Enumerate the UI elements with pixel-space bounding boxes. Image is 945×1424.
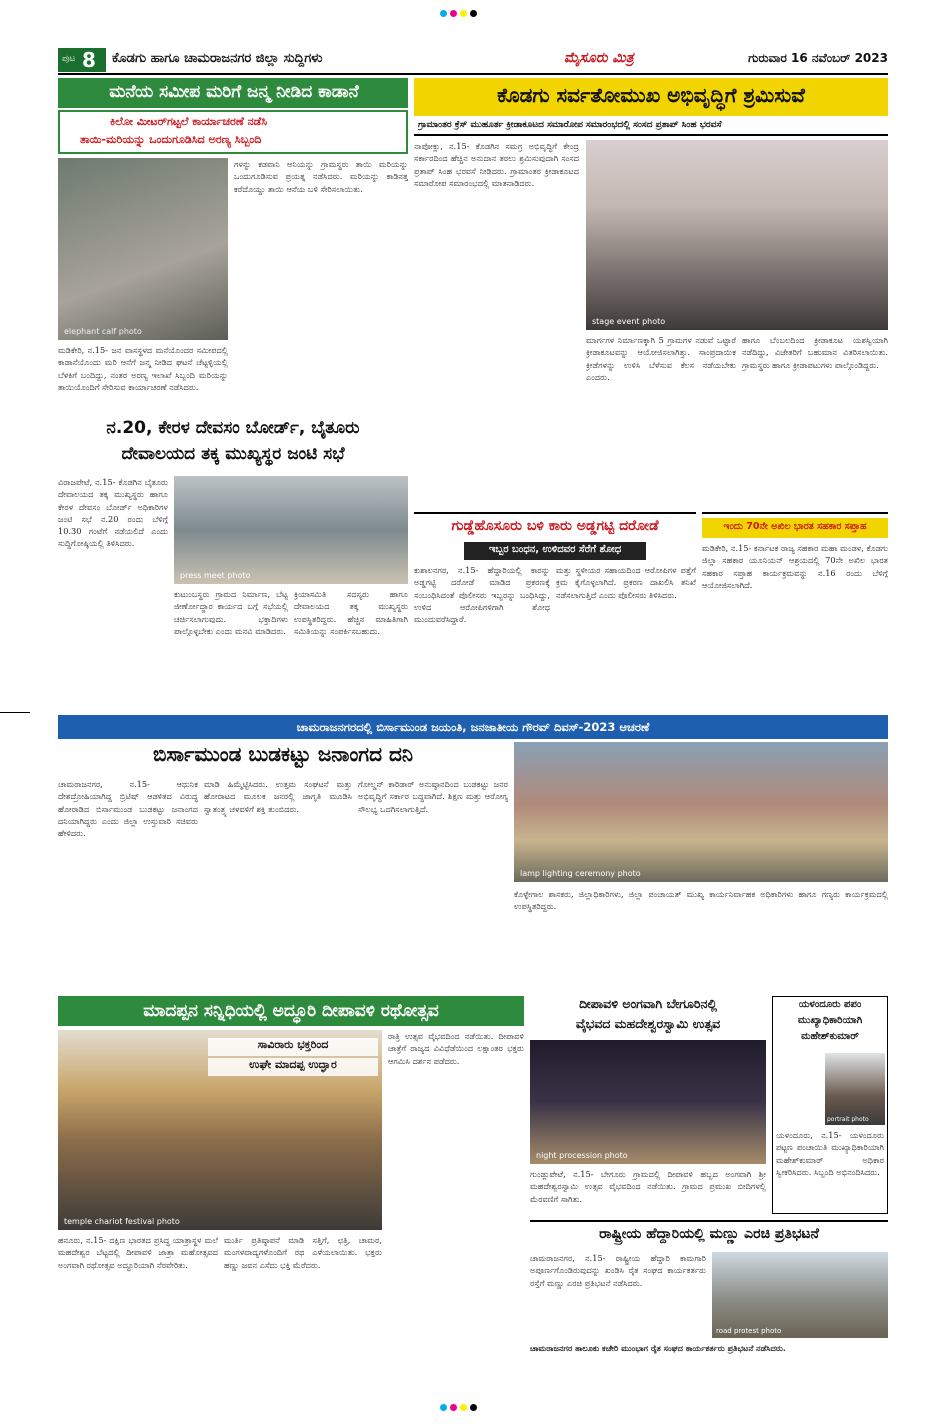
birsa-band-text: ಚಾಮರಾಜನಗರದಲ್ಲಿ ಬಿರ್ಸಾಮುಂಡ ಜಯಂತಿ, ಜನಜಾತೀಯ ಗೌರವ್ ದಿವಸ್-2023 ಆಚರಣೆ bbox=[296, 720, 650, 734]
madappa-photo bbox=[58, 1030, 382, 1230]
madappa-headline-bar bbox=[58, 996, 524, 1026]
elephant-sub1: ಕಿಲೋ ಮೀಟರ್‌ಗಟ್ಟಲೆ ಕಾರ್ಯಾಚರಣೆ ನಡೆಸಿ bbox=[110, 115, 268, 128]
mahadeshwara-photo bbox=[530, 1040, 766, 1164]
kerala-body-1: ವಿರಾಜಪೇಟೆ, ನ.15- ಕೊಡಗಿನ ಬೈತೂರು ದೇವಾಲಯದ ತಕ್ಕ ಮುಖ್ಯಸ್ಥರು ಹಾಗೂ ಕೇರಳ ದೇವಸಂ ಬೋರ್ಡ್ ಅಧಿಕಾರಿಗಳ ಜಂಟಿ ಸಭೆ ನ.20 ರಂದು ಬೆಳಿಗ್ಗೆ 10.30 ಗಂಟೆಗೆ ನಡೆಯಲಿದೆ ಎಂದು ಸುದ್ದಿಗೋಷ್ಠಿಯಲ್ಲಿ ತಿಳಿಸಿದರು. bbox=[58, 477, 168, 549]
cooperative-body: ಮಡಿಕೇರಿ, ನ.15- ಕರ್ನಾಟಕ ರಾಜ್ಯ ಸಹಕಾರ ಮಹಾ ಮಂಡಳ, ಕೊಡಗು ಜಿಲ್ಲಾ ಸಹಕಾರ ಯೂನಿಯನ್ ಆಶ್ರಯದಲ್ಲಿ 70ನೇ ಅಖಿಲ ಭಾರತ ಸಹಕಾರ ಸಪ್ತಾಹ ಕಾರ್ಯಕ್ರಮವನ್ನು ನ.16 ರಂದು ಬೆಳಿಗ್ಗೆ ಆಯೋಜಿಸಲಾಗಿದೆ. bbox=[702, 543, 888, 590]
birsa-photo bbox=[514, 742, 888, 882]
elephant-headline-bar bbox=[58, 78, 408, 108]
cyan-mark bbox=[440, 1404, 447, 1411]
kodagu-body-2: ಮಾರ್ಗಗಳ ನಿರ್ಮಾಣಕ್ಕಾಗಿ 5 ಗ್ರಾಮಗಳ ನಡುವೆ ಒಟ್ಟಾರೆ ಕ್ರೀಡಾಕೂಟವನ್ನು ಆಯೋಜಿಸಲಾಗಿತ್ತು. ಸಾಂಪ್ರದಾಯಿಕ ಕ್ರೀಡೆಗಳನ್ನು ಉಳಿಸಿ ಬೆಳೆಸುವ ಕೆಲಸ ನಡೆಯಬೇಕು ಎಂದರು. bbox=[586, 335, 736, 382]
kodagu-subline: ಗ್ರಾಮಾಂತರ ಕ್ರೆಸ್ ಮುಹೂರ್ತ ಕ್ರೀಡಾಕೂಟದ ಸಮಾರೋಪ ಸಮಾರಂಭದಲ್ಲಿ ಸಂಸದ ಪ್ರತಾಪ್ ಸಿಂಹ ಭರವಸೆ bbox=[418, 120, 722, 130]
birsa-band bbox=[58, 715, 888, 739]
yellow-mark bbox=[460, 10, 467, 17]
kodagu-body-1: ನಾಪೋಕ್ಲು, ನ.15- ಕೊಡಗಿನ ಸಮಗ್ರ ಅಭಿವೃದ್ಧಿಗೆ ಕೇಂದ್ರ ಸರ್ಕಾರದಿಂದ ಹೆಚ್ಚಿನ ಅನುದಾನ ತರಲು ಶ್ರಮಿಸುವುದಾಗಿ ಸಂಸದ ಪ್ರತಾಪ್ ಸಿಂಹ ಭರವಸೆ ನೀಡಿದರು. ಗ್ರಾಮಾಂತರ ಕ್ರೀಡಾಕೂಟದ ಸಮಾರೋಪ ಸಮಾರಂಭದಲ್ಲಿ ಮಾತನಾಡಿದರು. bbox=[414, 141, 579, 188]
kerala-photo bbox=[174, 476, 408, 584]
kerala-headline-1: ನ.20, ಕೇರಳ ದೇವಸಂ ಬೋರ್ಡ್, ಬೈತೂರು bbox=[106, 418, 360, 438]
madappa-body-2: ಮುರ್ತಿ ಪ್ರತಿಷ್ಠಾಪನೆ ಮಾಡಿ ಸತ್ತಿಗೆ, ಛತ್ರಿ, ಚಾಮರ, ಮಂಗಳವಾದ್ಯಗಳೊಂದಿಗೆ ರಥ ಎಳೆಯಲಾಯಿತು. ಭಕ್ತರು ಹಣ್ಣು ಜವನ ಎಸೆದು ಭಕ್ತಿ ಮೆರೆದರು. bbox=[224, 1235, 382, 1270]
kodagu-subline-bar bbox=[414, 118, 888, 136]
madappa-caption-1: ಸಾವಿರಾರು ಭಕ್ತರಿಂದ bbox=[208, 1038, 378, 1056]
page-header bbox=[58, 48, 888, 72]
highway-body: ಚಾಮರಾಜನಗರ, ನ.15- ರಾಷ್ಟ್ರೀಯ ಹೆದ್ದಾರಿ ಕಾಮಗಾರಿ ಅಪೂರ್ಣಗೊಂಡಿರುವುದನ್ನು ಖಂಡಿಸಿ ರೈತ ಸಂಘದ ಕಾರ್ಯಕರ್ತರು ರಸ್ತೆಗೆ ಮಣ್ಣು ಎರಚಿ ಪ್ರತಿಭಟನೆ ನಡೆಸಿದರು. bbox=[530, 1253, 706, 1288]
robbery-subline-bar bbox=[464, 542, 646, 560]
elephant-body-2: ಗಳನ್ನು ಕಡವಾನಿ ಆನಿಯನ್ನು ಗ್ರಾಮಸ್ಥರು ತಾಯಿ ಮರಿಯನ್ನು ಒಂದುಗೂಡಿಸುವ ಪ್ರಯತ್ನ ನಡೆಸಿದರು. ಮರಿಯನ್ನು ಕಾಡಿನತ್ತ ಕರೆದೊಯ್ದು ತಾಯಿ ಆನೆಯ ಬಳಿ ಸೇರಿಸಲಾಯಿತು. bbox=[234, 159, 408, 194]
robbery-story bbox=[414, 512, 696, 694]
elephant-photo-label: elephant calf photo bbox=[64, 327, 142, 336]
header-rule bbox=[58, 73, 888, 75]
magenta-mark bbox=[450, 10, 457, 17]
kerala-headline-2: ದೇವಾಲಯದ ತಕ್ಕ ಮುಖ್ಯಸ್ಥರ ಜಂಟಿ ಸಭೆ bbox=[121, 444, 345, 464]
yelandur-story bbox=[772, 996, 888, 1214]
elephant-photo bbox=[58, 158, 228, 340]
yelandur-photo bbox=[825, 1053, 885, 1125]
robbery-headline: ಗುಡ್ಡೆಹೊಸೂರು ಬಳಿ ಕಾರು ಅಡ್ಡಗಟ್ಟಿ ದರೋಡೆ bbox=[451, 518, 659, 534]
page-badge bbox=[58, 48, 106, 72]
birsa-body-1: ಚಾಮರಾಜನಗರ, ನ.15- ಆಧುನಿಕ ದೇಶದ್ರೋಹಿಯಾಗಿದ್ದ ಬ್ರಿಟಿಷ್ ಆಡಳಿತದ ವಿರುದ್ಧ ಹೋರಾಡಿದ ಬಿರ್ಸಾಮುಂಡ ಬುಡಕಟ್ಟು ಜನಾಂಗದ ದನಿಯಾಗಿದ್ದರು ಎಂದು ಜಿಲ್ಲಾ ಉಸ್ತುವಾರಿ ಸಚಿವರು ಹೇಳಿದರು. bbox=[58, 779, 198, 839]
kerala-body-2: ಕುಟುಂಬಸ್ಥರು ಗ್ರಾಮದ ನಿರ್ಮಾಣ, ಬೆಟ್ಟ ಜೀರ್ಣೋದ್ಧಾರ ಕಾರ್ಯದ ಬಗ್ಗೆ ಸಭೆಯಲ್ಲಿ ಚರ್ಚಿಸಲಾಗುವುದು. ಭಕ್ತಾದಿಗಳು ಪಾಲ್ಗೊಳ್ಳಬೇಕು ಎಂದು ಮನವಿ ಮಾಡಿದರು. bbox=[174, 589, 288, 636]
highway-headline: ರಾಷ್ಟ್ರೀಯ ಹೆದ್ದಾರಿಯಲ್ಲಿ ಮಣ್ಣು ಎರಚಿ ಪ್ರತಿಭಟನೆ bbox=[599, 1226, 819, 1242]
kodagu-headline: ಕೊಡಗು ಸರ್ವತೋಮುಖ ಅಭಿವೃದ್ಧಿಗೆ ಶ್ರಮಿಸುವೆ bbox=[497, 83, 805, 107]
kerala-story bbox=[58, 418, 408, 694]
section-title: ಕೊಡಗು ಹಾಗೂ ಚಾಮರಾಜನಗರ ಜಿಲ್ಲಾ ಸುದ್ದಿಗಳು bbox=[112, 51, 323, 66]
page-number: 8 bbox=[82, 48, 96, 72]
robbery-body-1: ಕುಶಾಲನಗರ, ನ.15- ಹೆದ್ದಾರಿಯಲ್ಲಿ ಕಾರನ್ನು ಅಡ್ಡಗಟ್ಟಿ ದರೋಡೆ ಮಾಡಿದ ಪ್ರಕರಣಕ್ಕೆ ಸಂಬಂಧಿಸಿದಂತೆ ಪೊಲೀಸರು ಇಬ್ಬರನ್ನು ಬಂಧಿಸಿದ್ದು, ಉಳಿದ ಆರೋಪಿಗಳಿಗಾಗಿ ಶೋಧ ಮುಂದುವರೆಸಿದ್ದಾರೆ. bbox=[414, 565, 550, 625]
registration-line-left bbox=[0, 712, 30, 713]
highway-photo-label: road protest photo bbox=[716, 1327, 782, 1335]
cyan-mark bbox=[440, 10, 447, 17]
cooperative-headline: ಇಂದು 70ನೇ ಅಖಿಲ ಭಾರತ ಸಹಕಾರ ಸಪ್ತಾಹ bbox=[723, 521, 867, 532]
kerala-photo-label: press meet photo bbox=[180, 571, 251, 580]
yelandur-photo-label: portrait photo bbox=[827, 1116, 869, 1123]
mahadeshwara-photo-label: night procession photo bbox=[536, 1151, 628, 1160]
kodagu-photo bbox=[586, 140, 888, 330]
kodagu-headline-bar bbox=[414, 78, 888, 116]
yelandur-headline-2: ಮುಖ್ಯಾಧಿಕಾರಿಯಾಗಿ bbox=[797, 1015, 863, 1026]
robbery-subline: ಇಬ್ಬರ ಬಂಧನ, ಉಳಿದವರ ಸೆರೆಗೆ ಶೋಧ bbox=[488, 544, 622, 555]
madappa-body-3: ರಾತ್ರಿ ಉತ್ಸವ ವೈಭವದಿಂದ ನಡೆಯಿತು. ದೀಪಾವಳಿ ಜಾತ್ರೆಗೆ ರಾಜ್ಯದ ವಿವಿಧೆಡೆಯಿಂದ ಲಕ್ಷಾಂತರ ಭಕ್ತರು ಆಗಮಿಸಿ ದರ್ಶನ ಪಡೆದರು. bbox=[388, 1031, 524, 1066]
kerala-body-3: ಕ್ರಿಯಾಸಮಿತಿ ಸದಸ್ಯರು ಹಾಗೂ ದೇವಾಲಯದ ತಕ್ಕ ಮುಖ್ಯಸ್ಥರು ಉಪಸ್ಥಿತರಿದ್ದರು. ಹೆಚ್ಚಿನ ಮಾಹಿತಿಗಾಗಿ ಸಮಿತಿಯನ್ನು ಸಂಪರ್ಕಿಸಬಹುದು. bbox=[294, 589, 408, 636]
issue-date: ಗುರುವಾರ 16 ನವೆಂಬರ್ 2023 bbox=[748, 51, 888, 65]
elephant-headline: ಮನೆಯ ಸಮೀಪ ಮರಿಗೆ ಜನ್ಮ ನೀಡಿದ ಕಾಡಾನೆ bbox=[109, 82, 359, 102]
madappa-story bbox=[58, 996, 524, 1372]
mahadeshwara-story bbox=[530, 996, 766, 1214]
kodagu-body-3: ಹಾಗೂ ಬೆಂಬಲದಿಂದ ಕ್ರೀಡಾಕೂಟ ಯಶಸ್ವಿಯಾಗಿ ನಡೆದಿದ್ದು, ವಿಜೇತರಿಗೆ ಬಹುಮಾನ ವಿತರಿಸಲಾಯಿತು. ಗ್ರಾಮಸ್ಥರು ಹಾಗೂ ಕ್ರೀಡಾಪಟುಗಳು ಪಾಲ್ಗೊಂಡಿದ್ದರು. bbox=[742, 335, 888, 370]
madappa-caption-2: ಉಘೇ ಮಾದಪ್ಪ ಉದ್ಘಾರ bbox=[208, 1058, 378, 1076]
magenta-mark bbox=[450, 1404, 457, 1411]
elephant-sub2: ತಾಯಿ-ಮರಿಯನ್ನು ಒಂದುಗೂಡಿಸಿದ ಅರಣ್ಯ ಸಿಬ್ಬಂದಿ bbox=[80, 133, 262, 146]
madappa-photo-label: temple chariot festival photo bbox=[64, 1217, 180, 1226]
elephant-body-1: ಮಡಿಕೇರಿ, ನ.15- ಜನ ವಾಸಸ್ಥಳದ ಮನೆಯೊಂದರ ಸಮೀಪದಲ್ಲಿ ಕಾಡಾನೆಯೊಂದು ಮರಿ ಆನೆಗೆ ಜನ್ಮ ನೀಡಿದ ಘಟನೆ ಚೆಟ್ಟಳ್ಳಿಯಲ್ಲಿ ಬೆಳಕಿಗೆ ಬಂದಿದ್ದು, ನಂತರ ಅರಣ್ಯ ಇಲಾಖೆ ಸಿಬ್ಬಂದಿ ಮರಿಯನ್ನು ತಾಯಿಯೊಂದಿಗೆ ಸೇರಿಸುವ ಕಾರ್ಯಾಚರಣೆ ನಡೆಸಿದರು. bbox=[58, 345, 228, 392]
mahadeshwara-headline-2: ವೈಭವದ ಮಹದೇಶ್ವರಸ್ವಾಮಿ ಉತ್ಸವ bbox=[575, 1016, 721, 1031]
madappa-headline: ಮಾದಪ್ಪನ ಸನ್ನಿಧಿಯಲ್ಲಿ ಅದ್ಧೂರಿ ದೀಪಾವಳಿ ರಥೋತ್ಸವ bbox=[143, 1001, 439, 1021]
highway-caption: ಚಾಮರಾಜನಗರ ತಾಲೂಕು ಕಚೇರಿ ಮುಂಭಾಗ ರೈತ ಸಂಘದ ಕಾರ್ಯಕರ್ತರು ಪ್ರತಿಭಟನೆ ನಡೆಸಿದರು. bbox=[530, 1343, 786, 1353]
page-label: ಪುಟ bbox=[62, 54, 76, 64]
black-mark bbox=[470, 1404, 477, 1411]
yelandur-headline-1: ಯಳಂದೂರು ಪಪಂ bbox=[798, 999, 862, 1010]
birsa-body-4: ಕೊಳ್ಳೇಗಾಲ ಶಾಸಕರು, ಜಿಲ್ಲಾಧಿಕಾರಿಗಳು, ಜಿಲ್ಲಾ ಪಂಚಾಯತ್ ಮುಖ್ಯ ಕಾರ್ಯನಿರ್ವಾಹಕ ಅಧಿಕಾರಿಗಳು ಹಾಗೂ ಗಣ್ಯರು ಕಾರ್ಯಕ್ರಮದಲ್ಲಿ ಉಪಸ್ಥಿತರಿದ್ದರು. bbox=[514, 889, 888, 912]
robbery-body-2: ಮತ್ತು ಸ್ಥಳೀಯರ ಸಹಾಯದಿಂದ ಆರೋಪಿಗಳ ಪತ್ತೆಗೆ ಕ್ರಮ ಕೈಗೊಳ್ಳಲಾಗಿದೆ. ಪ್ರಕರಣ ದಾಖಲಿಸಿ ತನಿಖೆ ನಡೆಸಲಾಗುತ್ತಿದೆ ಎಂದು ಪೊಲೀಸರು ತಿಳಿಸಿದರು. bbox=[556, 565, 696, 600]
elephant-story bbox=[58, 78, 408, 413]
birsa-story bbox=[58, 742, 888, 990]
yelandur-headline-3: ಮಹೇಶ್‌ಕುಮಾರ್ bbox=[801, 1031, 859, 1042]
birsa-body-3: ಗೋಲ್ಡನ್ ಕಾರಿಡಾರ್ ಅನುಷ್ಠಾನದಿಂದ ಬುಡಕಟ್ಟು ಜನರ ಅಭಿವೃದ್ಧಿಗೆ ಸರ್ಕಾರ ಬದ್ಧವಾಗಿದೆ. ಶಿಕ್ಷಣ ಮತ್ತು ಆರೋಗ್ಯ ಸೌಲಭ್ಯ ಒದಗಿಸಲಾಗುತ್ತಿದೆ. bbox=[358, 779, 508, 814]
masthead: ಮೈಸೂರು ಮಿತ್ರ bbox=[564, 50, 634, 66]
mahadeshwara-headline-1: ದೀಪಾವಳಿ ಅಂಗವಾಗಿ ಬೇಗೂರಿನಲ್ಲಿ bbox=[579, 996, 717, 1011]
cooperative-headline-bar bbox=[702, 518, 888, 538]
highway-story bbox=[530, 1220, 888, 1372]
print-marks-top bbox=[440, 10, 477, 17]
yellow-mark bbox=[460, 1404, 467, 1411]
madappa-body-1: ಹನೂರು, ನ.15- ದಕ್ಷಿಣ ಭಾರತದ ಪ್ರಸಿದ್ಧ ಯಾತ್ರಾಸ್ಥಳ ಮಲೆ ಮಹದೇಶ್ವರ ಬೆಟ್ಟದಲ್ಲಿ ದೀಪಾವಳಿ ಜಾತ್ರಾ ಮಹೋತ್ಸವದ ಅಂಗವಾಗಿ ರಥೋತ್ಸವ ಅದ್ಧೂರಿಯಾಗಿ ನೆರವೇರಿತು. bbox=[58, 1235, 218, 1270]
cooperative-story bbox=[702, 512, 888, 694]
elephant-subhead-box bbox=[58, 110, 408, 154]
birsa-headline: ಬಿರ್ಸಾಮುಂಡ ಬುಡಕಟ್ಟು ಜನಾಂಗದ ದನಿ bbox=[152, 742, 414, 766]
birsa-photo-label: lamp lighting ceremony photo bbox=[520, 869, 641, 878]
yelandur-body: ಯಳಂದೂರು, ನ.15- ಯಳಂದೂರು ಪಟ್ಟಣ ಪಂಚಾಯಿತಿ ಮುಖ್ಯಾಧಿಕಾರಿಯಾಗಿ ಮಹೇಶ್‌ಕುಮಾರ್ ಅಧಿಕಾರ ಸ್ವೀಕರಿಸಿದರು. ಸಿಬ್ಬಂದಿ ಅಭಿನಂದಿಸಿದರು. bbox=[776, 1130, 884, 1177]
print-marks-bottom bbox=[440, 1404, 477, 1411]
mahadeshwara-body: ಗುಂಡ್ಲುಪೇಟೆ, ನ.15- ಬೇಗೂರು ಗ್ರಾಮದಲ್ಲಿ ದೀಪಾವಳಿ ಹಬ್ಬದ ಅಂಗವಾಗಿ ಶ್ರೀ ಮಹದೇಶ್ವರಸ್ವಾಮಿ ಉತ್ಸವ ವೈಭವದಿಂದ ನಡೆಯಿತು. ಗ್ರಾಮದ ಪ್ರಮುಖ ಬೀದಿಗಳಲ್ಲಿ ಮೆರವಣಿಗೆ ಸಾಗಿತು. bbox=[530, 1169, 766, 1204]
highway-photo bbox=[712, 1252, 888, 1338]
kodagu-photo-label: stage event photo bbox=[592, 317, 666, 326]
birsa-body-2: ಮಾಡಿ ಹಿಮ್ಮೆಟ್ಟಿಸಿದರು. ಉತ್ತಮ ಸಂಘಟನೆ ಮತ್ತು ಹೋರಾಟದ ಮೂಲಕ ಜನರಲ್ಲಿ ಜಾಗೃತಿ ಮೂಡಿಸಿ ಸ್ವಾತಂತ್ರ್ಯ ಚಳವಳಿಗೆ ಶಕ್ತಿ ತುಂಬಿದರು. bbox=[204, 779, 352, 814]
black-mark bbox=[470, 10, 477, 17]
